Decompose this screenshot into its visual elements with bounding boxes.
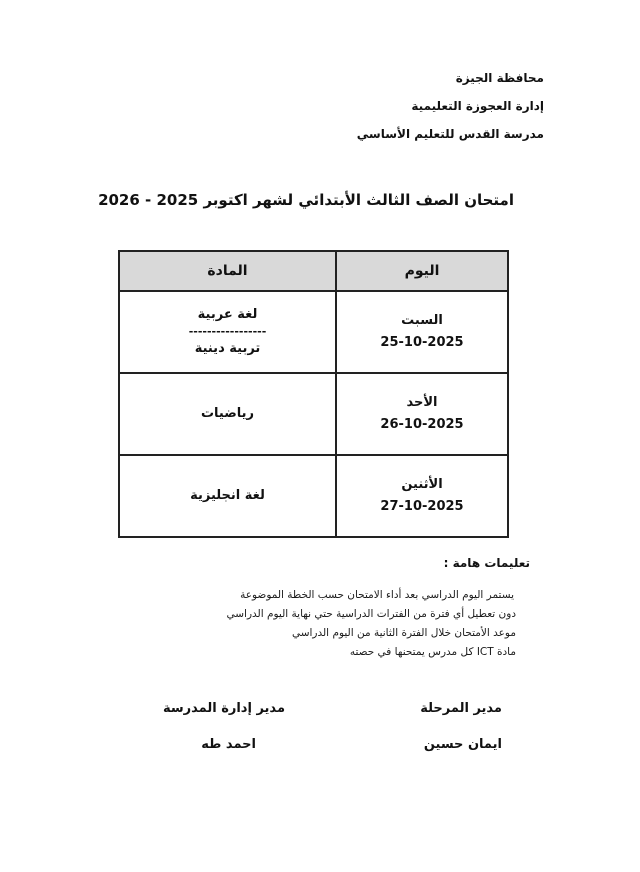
- day-cell: [336, 291, 508, 373]
- exam-date: 25-10-2025: [380, 335, 464, 350]
- school-admin-name: احمد طه: [201, 737, 256, 752]
- subject-cell: [119, 455, 336, 537]
- subject-column-header: المادة: [119, 251, 336, 291]
- day-name: الأحد: [406, 395, 438, 410]
- instruction-item: مادة ICT كل مدرس يمتحنها في حصته: [349, 646, 516, 658]
- school-label: مدرسة القدس للتعليم الأساسي: [356, 127, 544, 141]
- subject-separator: -----------------: [188, 325, 267, 338]
- day-cell: [336, 373, 508, 455]
- subject-cell: [119, 373, 336, 455]
- administration-label: إدارة العجوزة التعليمية: [411, 99, 544, 113]
- subject-cell: [119, 291, 336, 373]
- subject-name: تربية دينية: [194, 341, 261, 356]
- table-header-row: [119, 251, 508, 291]
- exam-date: 26-10-2025: [380, 417, 464, 432]
- governorate-label: محافظة الجيزة: [455, 71, 544, 85]
- table-row: [119, 291, 508, 373]
- instruction-item: يستمر اليوم الدراسي بعد أداء الامتحان حسب الخطة الموضوعة: [240, 589, 514, 601]
- instruction-item: دون تعطيل أي فترة من الفترات الدراسية حتي نهاية اليوم الدراسي: [226, 608, 516, 620]
- subject-name: لغة انجليزية: [190, 488, 265, 503]
- exam-title: امتحان الصف الثالث الأبتدائي لشهر اكتوبر 2025 - 2026: [98, 191, 514, 209]
- day-column-header: اليوم: [336, 251, 508, 291]
- subject-name: لغة عربية: [197, 307, 258, 322]
- day-cell: [336, 455, 508, 537]
- subject-name: رياضيات: [200, 406, 255, 421]
- school-admin-title: مدير إدارة المدرسة: [162, 701, 285, 716]
- stage-head-name: ايمان حسين: [423, 737, 502, 752]
- table-row: [119, 373, 508, 455]
- day-name: الأثنين: [401, 477, 443, 492]
- instruction-item: موعد الأمتحان خلال الفترة الثانية من اليوم الدراسي: [291, 627, 516, 639]
- stage-head-title: مدير المرحلة: [420, 701, 502, 716]
- exam-schedule-table: [118, 250, 509, 538]
- day-name: السبت: [401, 313, 443, 328]
- instructions-title: تعليمات هامة :: [443, 556, 530, 570]
- exam-date: 27-10-2025: [380, 499, 464, 514]
- table-row: [119, 455, 508, 537]
